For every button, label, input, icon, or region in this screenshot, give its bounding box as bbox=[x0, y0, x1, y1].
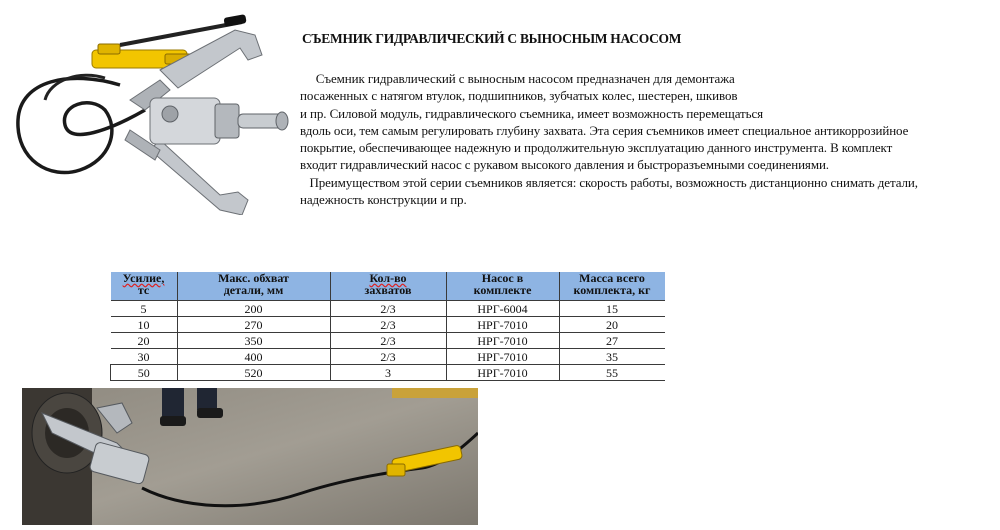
table-cell: 50 bbox=[111, 365, 178, 381]
table-cell: 2/3 bbox=[330, 349, 446, 365]
table-row bbox=[111, 365, 665, 381]
table-cell: НРГ-7010 bbox=[446, 333, 559, 349]
table-row bbox=[111, 333, 665, 349]
description-line: покрытие, обеспечивающее надежную и продолжительную эксплуатацию данного инструмента. В комплект bbox=[300, 140, 893, 156]
table-cell: 10 bbox=[111, 317, 178, 333]
table-row bbox=[111, 301, 665, 317]
table-cell: НРГ-7010 bbox=[446, 349, 559, 365]
table-cell: 2/3 bbox=[330, 333, 446, 349]
table-cell: 520 bbox=[177, 365, 330, 381]
description-line: посаженных с натягом втулок, подшипников, зубчатых колес, шестерен, шкивов bbox=[300, 88, 738, 104]
table-cell: НРГ-7010 bbox=[446, 365, 559, 381]
header-pump: Насос в комплекте bbox=[446, 272, 559, 301]
header-max-diameter: Макс. обхват детали, мм bbox=[177, 272, 330, 301]
description-line: и пр. Силовой модуль, гидравлического съемника, имеет возможность перемещаться bbox=[300, 105, 763, 121]
table-cell: 15 bbox=[559, 301, 665, 317]
description-line: вдоль оси, тем самым регулировать глубину захвата. Эта серия съемников имеет специальное антикоррозийное bbox=[300, 122, 909, 138]
page-title: СЪЕМНИК ГИДРАВЛИЧЕСКИЙ С ВЫНОСНЫМ НАСОСОМ bbox=[302, 31, 682, 46]
product-photo bbox=[10, 10, 295, 215]
table-row bbox=[111, 317, 665, 333]
table-cell: НРГ-7010 bbox=[446, 317, 559, 333]
table-row bbox=[111, 349, 665, 365]
table-cell: 30 bbox=[111, 349, 178, 365]
header-mass: Масса всего комплекта, кг bbox=[559, 272, 665, 301]
spec-table bbox=[110, 272, 665, 381]
table-cell: 400 bbox=[177, 349, 330, 365]
table-cell: 20 bbox=[111, 333, 178, 349]
table-cell: 2/3 bbox=[330, 301, 446, 317]
description-line: входит гидравлический насос с рукавом высокого давления и быстроразъемными соединениями. bbox=[300, 157, 829, 173]
table-cell: 3 bbox=[330, 365, 446, 381]
work-photo bbox=[22, 388, 478, 525]
table-header-row bbox=[111, 272, 665, 301]
table-cell: 35 bbox=[559, 349, 665, 365]
table-cell: НРГ-6004 bbox=[446, 301, 559, 317]
table-cell: 55 bbox=[559, 365, 665, 381]
description-line: Преимуществом этой серии съемников является: скорость работы, возможность дистанционно снимать детали, bbox=[300, 174, 918, 190]
table-cell: 5 bbox=[111, 301, 178, 317]
hydraulic-cylinder bbox=[150, 98, 288, 144]
description bbox=[300, 70, 990, 208]
description-line: Съемник гидравлический с выносным насосом предназначен для демонтажа bbox=[300, 71, 735, 86]
header-force: Усилие, тс bbox=[111, 272, 178, 301]
table-cell: 2/3 bbox=[330, 317, 446, 333]
table-cell: 200 bbox=[177, 301, 330, 317]
table-cell: 27 bbox=[559, 333, 665, 349]
description-line: надежность конструкции и пр. bbox=[300, 192, 467, 208]
table-cell: 20 bbox=[559, 317, 665, 333]
table-cell: 270 bbox=[177, 317, 330, 333]
header-jaw-count: Кол-во захватов bbox=[330, 272, 446, 301]
table-cell: 350 bbox=[177, 333, 330, 349]
